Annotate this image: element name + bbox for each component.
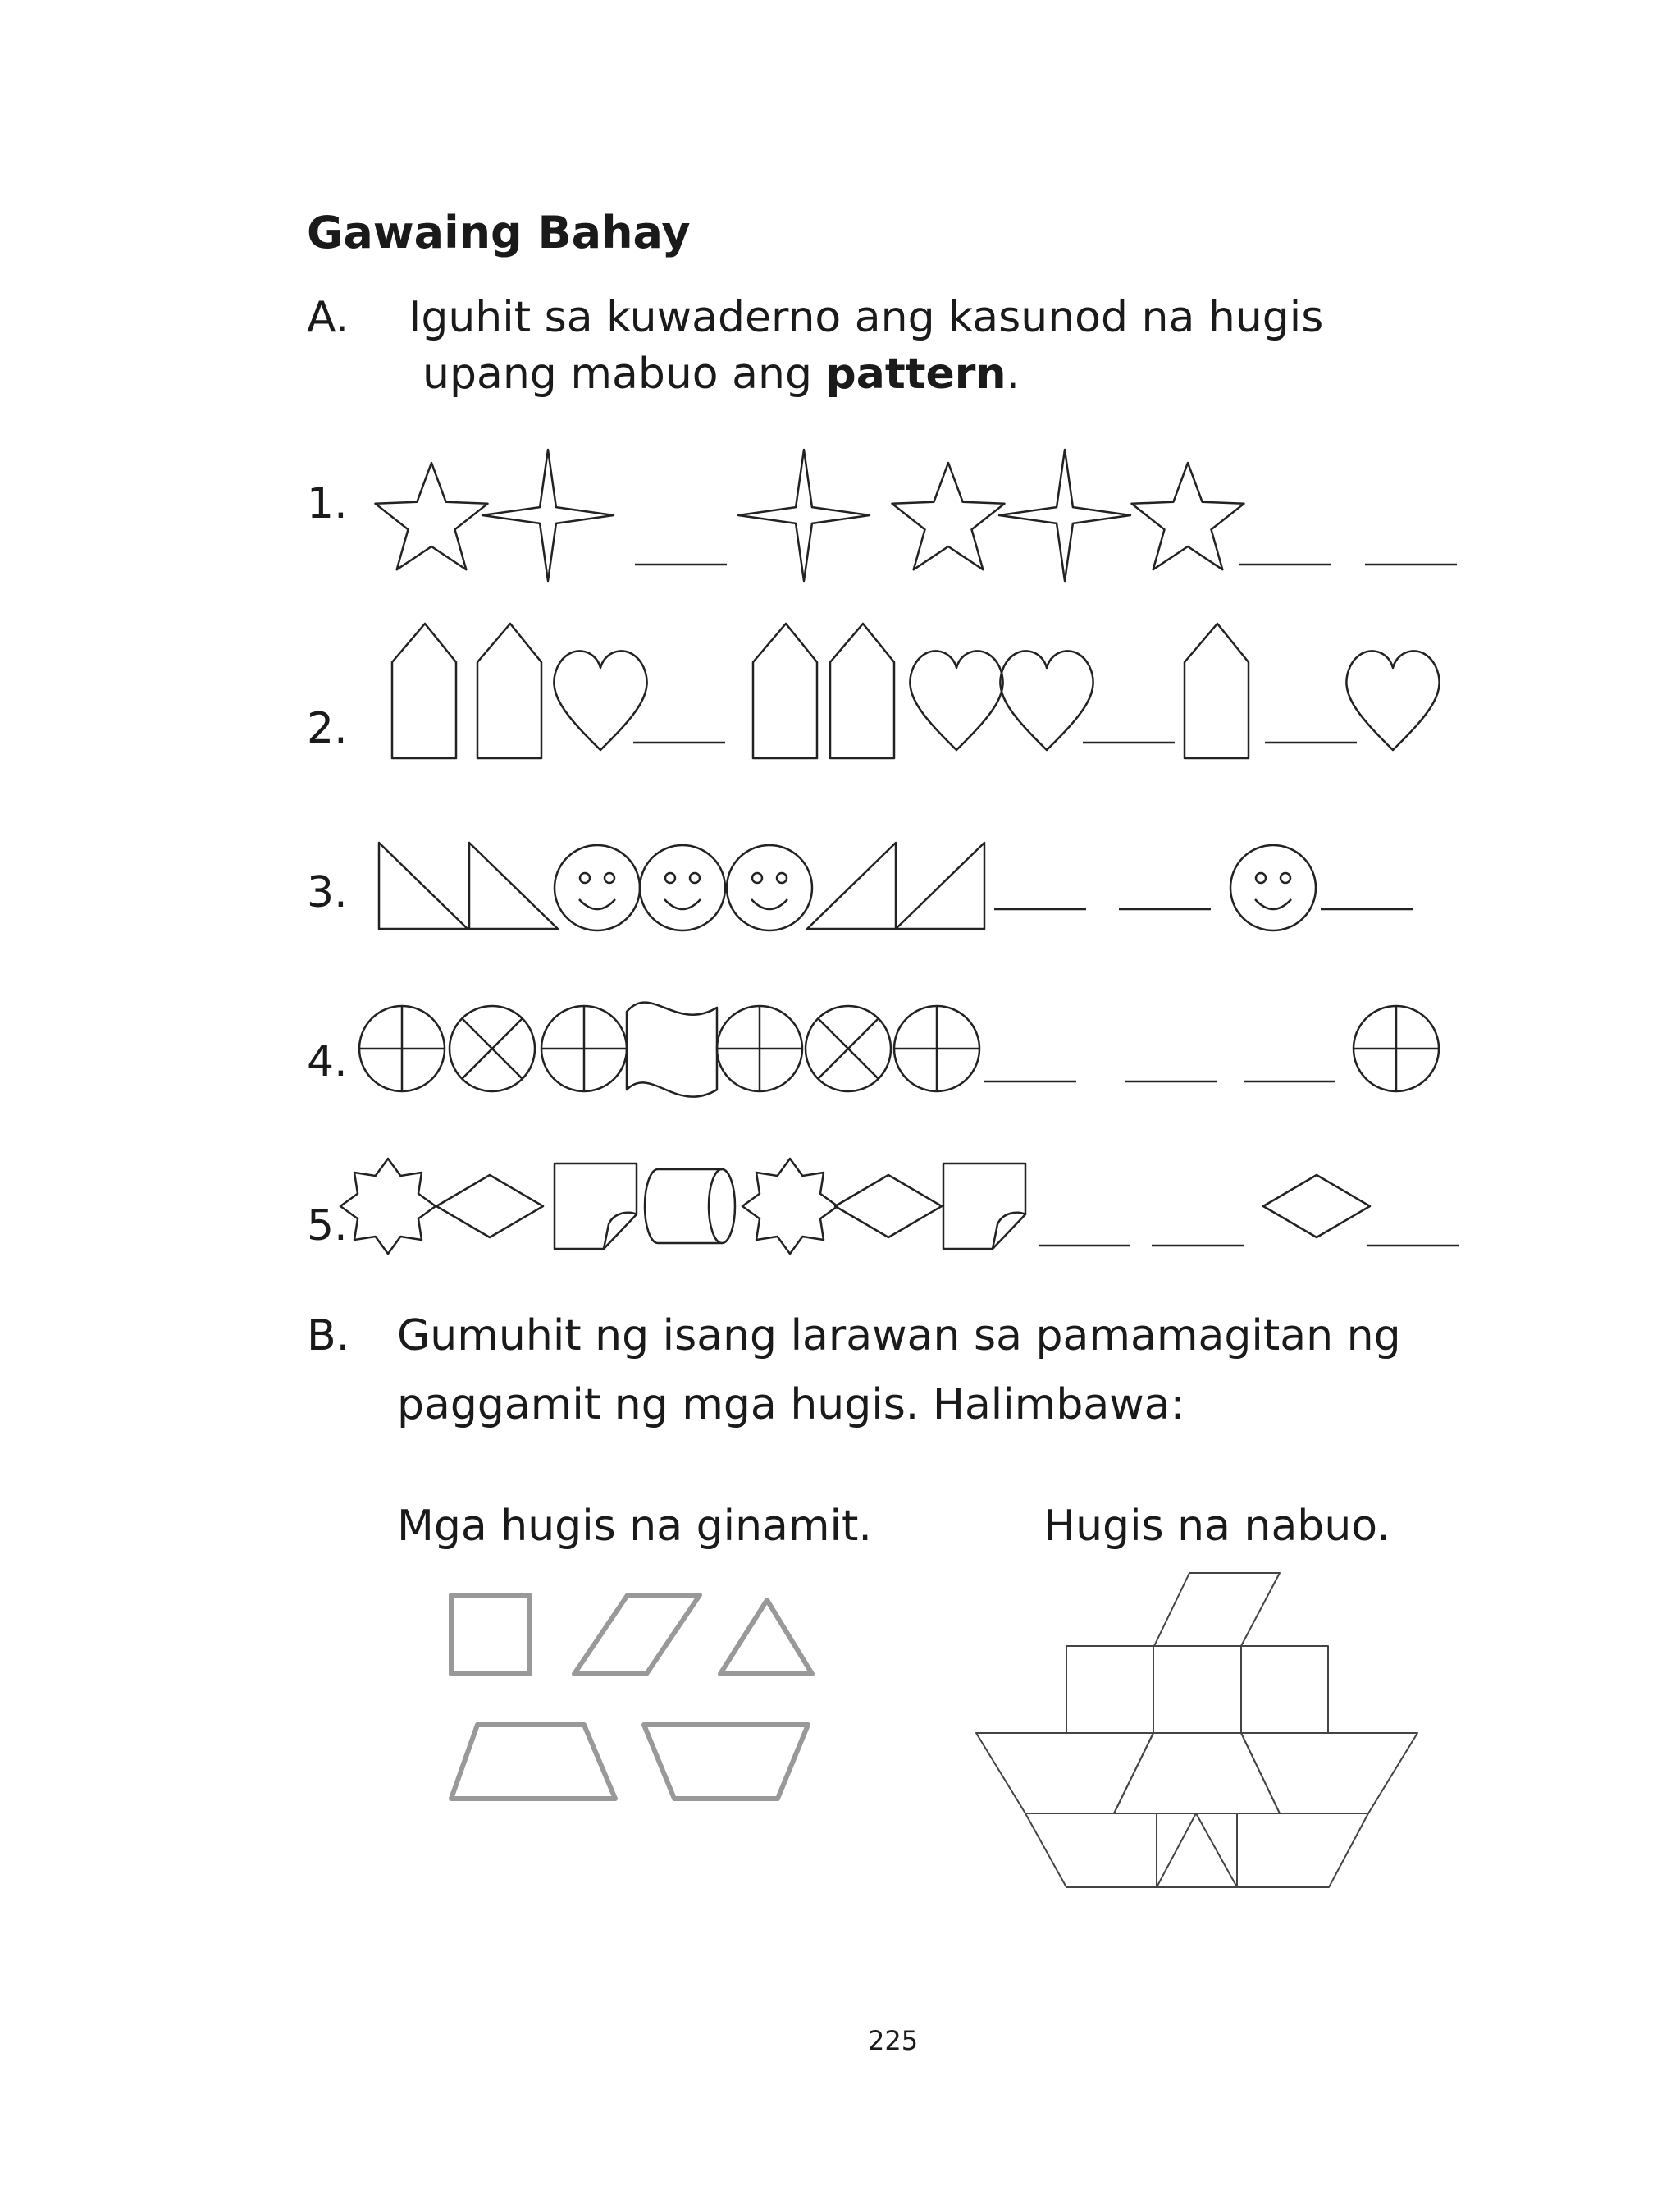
square-icon (451, 1595, 530, 1674)
right-triangle-icon (896, 843, 984, 929)
pattern-row-2 (392, 624, 1440, 758)
heart-icon (1000, 651, 1093, 750)
part-b-instruction-line2: paggamit ng mga hugis. Halimbawa: (397, 1380, 1185, 1429)
rhombus-icon (835, 1175, 942, 1237)
parallelogram-icon (574, 1595, 700, 1674)
page-heading: Gawaing Bahay (307, 207, 691, 258)
pentagon-icon (1185, 624, 1249, 758)
inverted-trapezoid-icon (644, 1725, 808, 1799)
boat-figure (976, 1573, 1418, 1887)
part-a-instruction-line1: Iguhit sa kuwaderno ang kasunod na hugis (409, 293, 1324, 342)
part-b-instruction-line1: Gumuhit ng isang larawan sa pamamagitan ng (397, 1311, 1401, 1360)
row-number-3: 3. (307, 868, 348, 917)
circle-plus-icon (1354, 1006, 1439, 1091)
four-point-star-icon (738, 450, 870, 581)
folded-paper-icon (555, 1164, 637, 1249)
smiley-icon (1230, 845, 1316, 930)
circle-x-icon (450, 1006, 535, 1091)
pattern-row-3 (379, 843, 1413, 930)
flag-icon (627, 1003, 717, 1097)
row-number-5: 5. (307, 1201, 348, 1250)
instruction-text: upang mabuo ang (422, 350, 826, 399)
smiley-icon (727, 845, 812, 930)
shapes-used-group (451, 1595, 812, 1799)
shape-formed-label: Hugis na nabuo. (1043, 1502, 1390, 1551)
folded-paper-icon (943, 1164, 1025, 1249)
pattern-row-4 (359, 1003, 1439, 1097)
row-number-1: 1. (307, 479, 348, 528)
right-triangle-icon (807, 843, 896, 929)
right-triangle-icon (469, 843, 558, 929)
circle-plus-icon (717, 1006, 802, 1091)
circle-plus-icon (894, 1006, 979, 1091)
five-point-star-icon (1132, 463, 1244, 569)
pentagon-icon (392, 624, 456, 758)
pattern-row-1 (376, 450, 1458, 581)
circle-plus-icon (359, 1006, 445, 1091)
smiley-icon (555, 845, 640, 930)
heart-icon (910, 651, 1002, 750)
heart-icon (1346, 651, 1439, 750)
pentagon-icon (477, 624, 541, 758)
five-point-star-icon (376, 463, 488, 569)
circle-x-icon (806, 1006, 891, 1091)
pentagon-icon (753, 624, 817, 758)
eight-point-star-icon (742, 1159, 838, 1254)
five-point-star-icon (892, 463, 1005, 569)
part-b-letter: B. (307, 1311, 350, 1360)
right-triangle-icon (379, 843, 468, 929)
part-a-letter: A. (307, 293, 349, 342)
rhombus-icon (436, 1175, 543, 1237)
heart-icon (554, 651, 646, 750)
pattern-keyword: pattern (825, 350, 1007, 399)
page-number: 225 (868, 2025, 919, 2056)
instruction-period: . (1006, 350, 1020, 399)
shapes-used-label: Mga hugis na ginamit. (397, 1502, 872, 1551)
row-number-2: 2. (307, 704, 348, 753)
rhombus-icon (1263, 1175, 1370, 1237)
four-point-star-icon (999, 450, 1130, 581)
pentagon-icon (830, 624, 894, 758)
triangle-icon (720, 1600, 812, 1674)
row-number-4: 4. (307, 1037, 348, 1086)
circle-plus-icon (541, 1006, 627, 1091)
smiley-icon (640, 845, 725, 930)
four-point-star-icon (482, 450, 614, 581)
eight-point-star-icon (340, 1159, 436, 1254)
pattern-row-5 (340, 1159, 1459, 1254)
cylinder-icon (645, 1169, 735, 1243)
trapezoid-icon (451, 1725, 615, 1799)
